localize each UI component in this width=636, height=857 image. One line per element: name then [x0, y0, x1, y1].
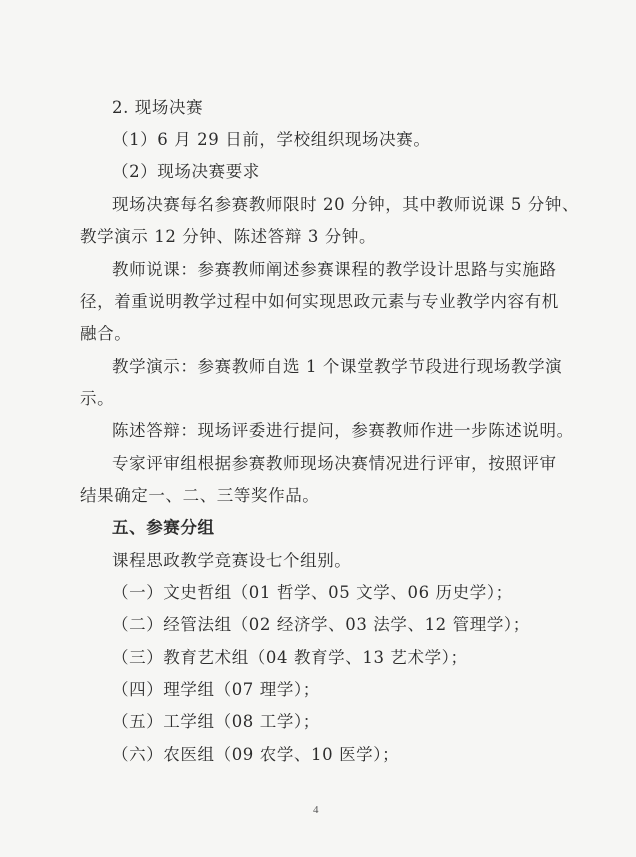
list-item: （五）工学组（08 工学）；	[112, 712, 320, 731]
page-number: 4	[313, 804, 319, 816]
paragraph-line: 教学演示：参赛教师自选 1 个课堂教学节段进行现场教学演	[112, 357, 563, 376]
paragraph-line: 专家评审组根据参赛教师现场决赛情况进行评审，按照评审	[112, 454, 557, 473]
paragraph-line: 示。	[80, 389, 115, 408]
list-item: （四）理学组（07 理学）；	[112, 680, 320, 699]
list-item: （一）文史哲组（01 哲学、05 文学、06 历史学）；	[112, 583, 513, 602]
list-item: （三）教育艺术组（04 教育学、13 艺术学）；	[112, 648, 468, 667]
paragraph-line: （2）现场决赛要求	[112, 162, 260, 181]
paragraph-line: 课程思政教学竞赛设七个组别。	[112, 551, 352, 570]
section-subheading: 2. 现场决赛	[112, 98, 204, 117]
paragraph-line: 结果确定一、二、三等奖作品。	[80, 486, 320, 505]
section-heading: 五、参赛分组	[112, 518, 215, 537]
list-item: （六）农医组（09 农学、10 医学）；	[112, 745, 400, 764]
paragraph-line: 陈述答辩：现场评委进行提问，参赛教师作进一步陈述说明。	[112, 421, 574, 440]
paragraph-line: 教师说课：参赛教师阐述参赛课程的教学设计思路与实施路	[112, 260, 557, 279]
paragraph-line: （1）6 月 29 日前，学校组织现场决赛。	[112, 130, 431, 149]
paragraph-line: 径，着重说明教学过程中如何实现思政元素与专业教学内容有机	[80, 292, 559, 311]
paragraph-line: 现场决赛每名参赛教师限时 20 分钟，其中教师说课 5 分钟、	[112, 195, 580, 214]
list-item: （二）经管法组（02 经济学、03 法学、12 管理学）；	[112, 615, 530, 634]
paragraph-line: 融合。	[80, 324, 132, 343]
paragraph-line: 教学演示 12 分钟、陈述答辩 3 分钟。	[80, 227, 377, 246]
